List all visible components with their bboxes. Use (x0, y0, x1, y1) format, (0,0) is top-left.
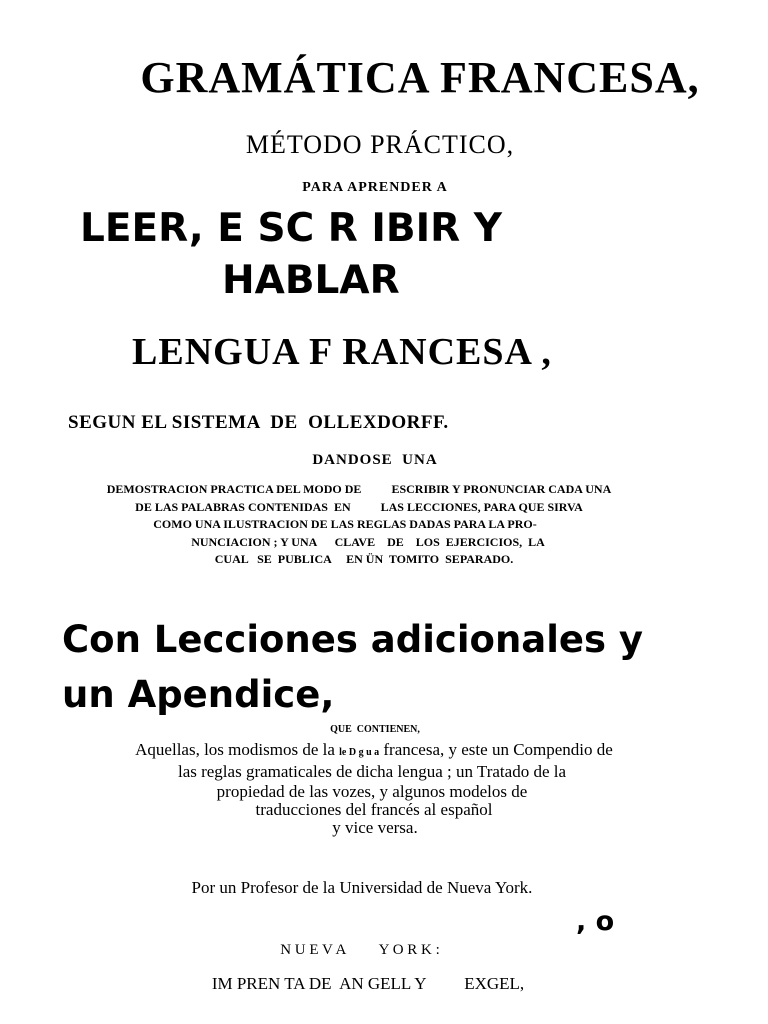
profesor-line: Por un Profesor de la Universidad de Nueva York. (191, 878, 533, 897)
reglas-line: traducciones del francés al español (255, 800, 493, 819)
hablar-line: HABLAR (222, 258, 400, 303)
demostracion-line: DE LAS PALABRAS CONTENIDAS EN LAS LECCIONES, PARA QUE SIRVA (135, 500, 583, 514)
reglas-line: las reglas gramaticales de dicha lengua ; un Tratado de la (177, 762, 567, 781)
demostracion-line: DEMOSTRACION PRACTICA DEL MODO DE ESCRIBIR Y PRONUNCIAR CADA UNA (106, 482, 612, 496)
dandose-una-line: DANDOSE UNA (312, 452, 438, 468)
leer-escribir-line: LEER, E SC R IBIR Y (80, 206, 502, 251)
para-aprender-line: PARA APRENDER A (302, 180, 448, 195)
demostracion-line: NUNCIACION ; Y UNA CLAVE DE LOS EJERCICIOS, LA (191, 535, 545, 549)
stray-mark: , o (576, 906, 615, 937)
que-contienen-line: QUE CONTIENEN, (330, 724, 420, 735)
lecciones-line: Con Lecciones adicionales y (62, 618, 644, 661)
subtitle: MÉTODO PRÁCTICO, (245, 130, 515, 159)
aquellas-small-text: le D g u a (339, 747, 380, 758)
aquellas-text: Aquellas, los modismos de la (135, 740, 340, 759)
reglas-line: y vice versa. (332, 818, 418, 837)
place-line: N U E V A Y O R K : (280, 942, 440, 958)
aquellas-text-end: francesa, y este un Compendio de (379, 740, 613, 759)
segun-sistema-line: SEGUN EL SISTEMA DE OLLEXDORFF. (68, 412, 449, 433)
aquellas-line (0, 740, 748, 760)
book-title: GRAMÁTICA FRANCESA, (140, 53, 700, 102)
printer-line: IM PREN TA DE AN GELL Y EXGEL, (211, 974, 525, 993)
demostracion-line: CUAL SE PUBLICA EN ÜN TOMITO SEPARADO. (214, 552, 514, 566)
reglas-line: propiedad de las vozes, y algunos modelos de (216, 782, 528, 801)
lengua-francesa-line: LENGUA F RANCESA , (132, 331, 552, 373)
demostracion-line: COMO UNA ILUSTRACION DE LAS REGLAS DADAS PARA LA PRO- (153, 517, 537, 531)
apendice-line: un Apendice, (62, 673, 335, 716)
